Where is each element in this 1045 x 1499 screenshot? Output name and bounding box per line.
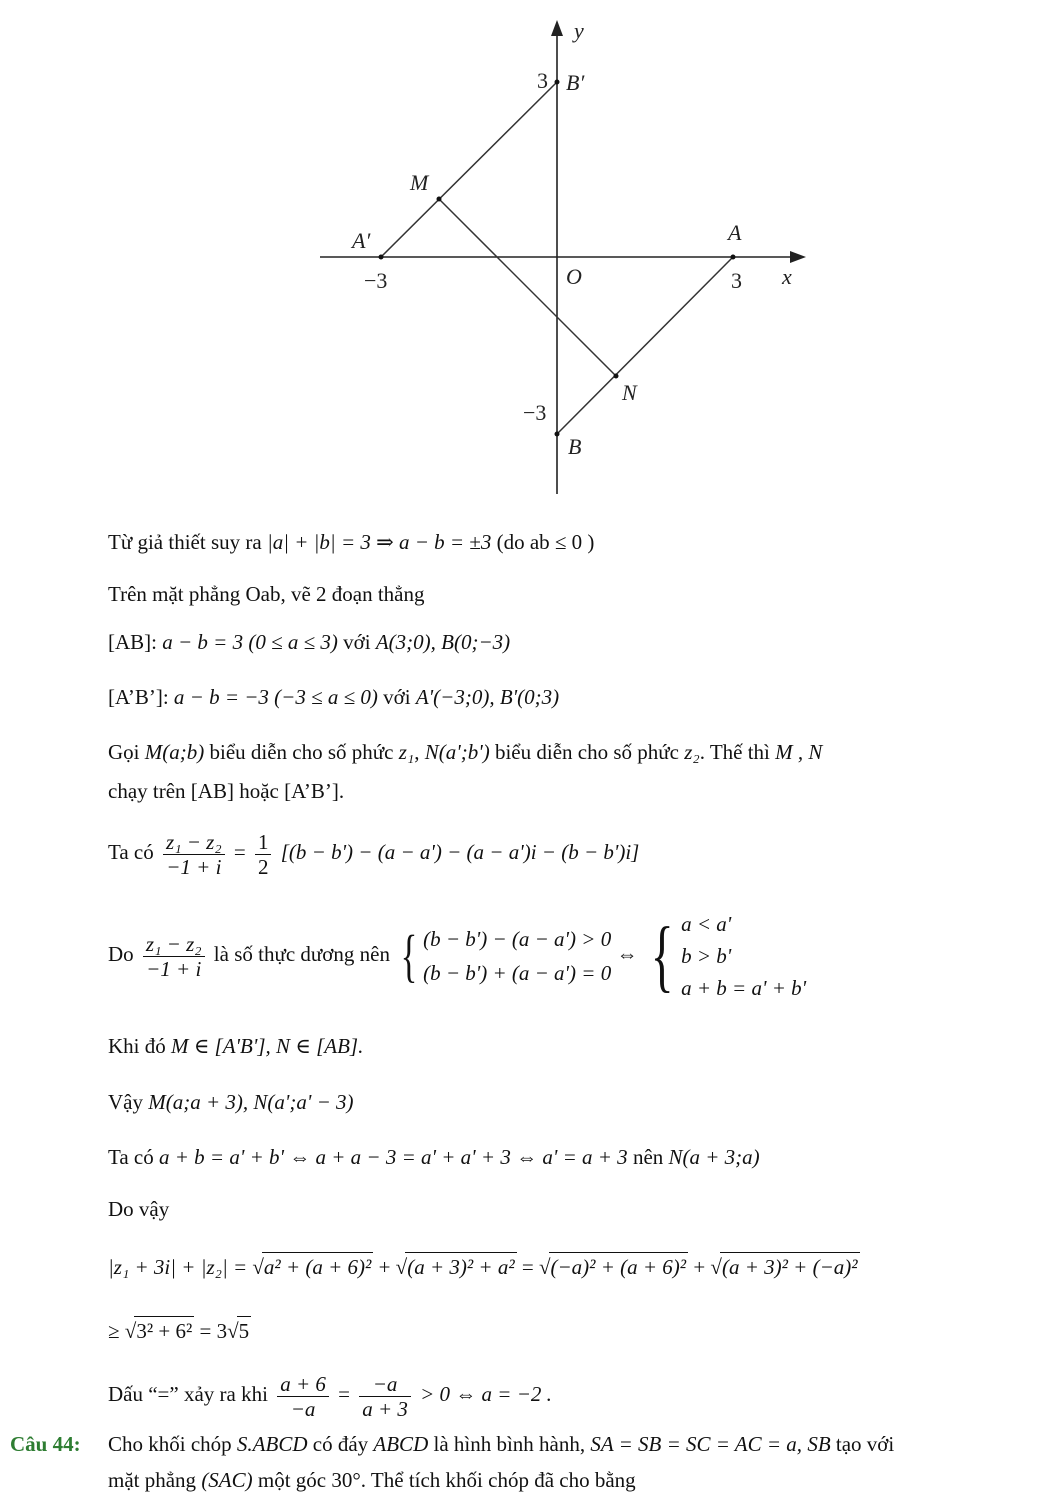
math: M , N bbox=[775, 740, 823, 764]
text: mặt phẳng bbox=[108, 1468, 197, 1492]
line-membership bbox=[108, 1032, 363, 1060]
math: ABCD bbox=[373, 1432, 429, 1456]
math: M(a;a + 3), N(a';a' − 3) bbox=[148, 1090, 354, 1114]
text: là số thực dương nên bbox=[213, 942, 390, 966]
math: a² + (a + 6)² bbox=[262, 1252, 373, 1281]
math: A'(−3;0), B'(0;3) bbox=[415, 685, 560, 709]
label-origin: O bbox=[566, 264, 582, 289]
math: z₁ bbox=[398, 740, 415, 764]
text: biểu diễn cho số phức bbox=[494, 740, 679, 764]
math: [(b − b') − (a − a') − (a − a')i − (b − b')i] bbox=[280, 840, 640, 864]
line-inequality: ≥ √3² + 6² = 3√5 bbox=[108, 1316, 251, 1345]
text: Do bbox=[108, 942, 134, 966]
math: (−a)² + (a + 6)² bbox=[549, 1252, 689, 1281]
segment-a-prime-b-prime bbox=[381, 82, 557, 257]
y-axis-arrow bbox=[551, 20, 563, 36]
math: (a + 3)² + (−a)² bbox=[720, 1252, 860, 1281]
point-a-prime bbox=[379, 255, 384, 260]
segment-a-b bbox=[557, 257, 733, 434]
point-b bbox=[555, 432, 560, 437]
point-b-prime bbox=[555, 80, 560, 85]
text: chạy trên [AB] hoặc [A’B’]. bbox=[108, 779, 345, 803]
text: là hình bình hành, bbox=[433, 1432, 586, 1456]
text: Vậy bbox=[108, 1090, 143, 1114]
line-modulus: |z₁ + 3i| + |z₂| = √a² + (a + 6)² + √(a + 3)² + a² = √(−a)² + (a + 6)² + √(a + 3)² + (−a)² bbox=[108, 1252, 860, 1281]
line-therefore bbox=[108, 1195, 169, 1223]
text: [A’B’]: bbox=[108, 685, 169, 709]
line-segment-ab bbox=[108, 628, 510, 656]
math: N(a';b') bbox=[424, 740, 490, 764]
point-m bbox=[437, 197, 442, 202]
text: Cho khối chóp bbox=[108, 1432, 232, 1456]
line-system bbox=[108, 898, 806, 1010]
fraction-half: $\frac{1}{2}$ bbox=[255, 830, 272, 879]
text: . Thế thì bbox=[699, 740, 770, 764]
math: z₂ bbox=[684, 740, 700, 764]
math: N(a + 3;a) bbox=[668, 1145, 760, 1169]
math: S.ABCD bbox=[236, 1432, 308, 1456]
text: Ta có bbox=[108, 840, 154, 864]
math: SB bbox=[807, 1432, 831, 1456]
math: (a + 3)² + a² bbox=[405, 1252, 516, 1281]
math: 5 bbox=[237, 1316, 252, 1345]
text: nên bbox=[632, 1145, 664, 1169]
line-plane bbox=[108, 580, 425, 608]
line-quotient bbox=[108, 822, 639, 882]
label-y: y bbox=[574, 18, 584, 43]
point-n bbox=[614, 374, 619, 379]
label-m: M bbox=[410, 170, 429, 195]
question-line-2 bbox=[108, 1466, 636, 1494]
text: một góc bbox=[257, 1468, 327, 1492]
coordinate-figure bbox=[300, 14, 820, 500]
point-a bbox=[731, 255, 736, 260]
text: Từ giả thiết suy ra bbox=[108, 530, 262, 554]
math: M(a;b) bbox=[144, 740, 205, 764]
left-brace: { bbox=[650, 912, 674, 1001]
system-right: a < a' b > b' a + b = a' + b' bbox=[681, 912, 807, 1001]
label-b: B bbox=[568, 434, 582, 459]
label-a-prime: A′ bbox=[352, 228, 371, 253]
line-segment-a-prime-b-prime bbox=[108, 683, 559, 711]
fraction: $\frac{-a}{a + 3}$ bbox=[359, 1372, 411, 1421]
math: M ∈ [A'B'], N ∈ [AB]. bbox=[171, 1034, 364, 1058]
tick-x-pos: 3 bbox=[731, 268, 742, 293]
fraction: $\frac{\text{z₁ − z₂}}{-1 + i}$ bbox=[143, 932, 205, 981]
math: a − b = −3 (−3 ≤ a ≤ 0) bbox=[173, 685, 378, 709]
line-define-points: Gọi M(a;b) biểu diễn cho số phức z₁, N(a';b') biểu diễn cho số phức z₂. Thế thì M , N bbox=[108, 740, 823, 764]
fraction: $\frac{\text{z₁ − z₂}}{-1 + i}$ bbox=[163, 830, 225, 879]
text: . Thể tích khối chóp đã cho bằng bbox=[360, 1468, 636, 1492]
text: Khi đó bbox=[108, 1034, 166, 1058]
fraction: $\frac{a + 6}{-a}$ bbox=[277, 1372, 329, 1421]
label-b-prime: B′ bbox=[566, 70, 585, 95]
math: > 0 ⇔ a = −2 . bbox=[420, 1382, 552, 1406]
text: Gọi bbox=[108, 740, 140, 764]
math: ≥ bbox=[108, 1319, 120, 1343]
math: 30° bbox=[331, 1468, 361, 1492]
math: a + b = a' + b' ⇔ a + a − 3 = a' + a' + 3 ⇔ a' = a + 3 bbox=[159, 1145, 628, 1169]
math: |a| + |b| = 3 ⇒ a − b = ±3 bbox=[266, 530, 492, 554]
text: (do ab ≤ 0 ) bbox=[496, 530, 595, 554]
line-relation bbox=[108, 1143, 760, 1171]
text: Trên mặt phẳng Oab, vẽ 2 đoạn thẳng bbox=[108, 582, 425, 606]
text: tạo với bbox=[835, 1432, 895, 1456]
tick-x-neg: −3 bbox=[364, 268, 388, 293]
text: Dấu “=” xảy ra khi bbox=[108, 1382, 268, 1406]
label-n: N bbox=[622, 380, 637, 405]
question-label: Câu 44: bbox=[10, 1432, 81, 1456]
text: Ta có bbox=[108, 1145, 154, 1169]
text: với bbox=[383, 685, 411, 709]
label-x: x bbox=[782, 264, 792, 289]
line-hypothesis bbox=[108, 528, 594, 556]
math: = bbox=[233, 840, 246, 864]
left-brace: { bbox=[400, 923, 418, 989]
line-coordinates bbox=[108, 1088, 354, 1116]
text: biểu diễn cho số phức bbox=[209, 740, 394, 764]
line-run-on bbox=[108, 777, 344, 805]
math: ⇔ bbox=[616, 942, 638, 966]
math: (SAC) bbox=[201, 1468, 253, 1492]
math: A(3;0), B(0;−3) bbox=[375, 630, 511, 654]
label-a: A bbox=[728, 220, 742, 245]
text: Do vậy bbox=[108, 1197, 170, 1221]
x-axis-arrow bbox=[790, 251, 806, 263]
line-equality-case: Dấu “=” xảy ra khi $\frac{a + 6}{-a}$ = $\frac{-a}{a + 3}$ > 0 ⇔ a = −2 . bbox=[108, 1371, 552, 1421]
text: với bbox=[343, 630, 371, 654]
question-line-1 bbox=[108, 1430, 894, 1458]
text: [AB]: bbox=[108, 630, 157, 654]
segment-m-n bbox=[439, 199, 616, 376]
math: a − b = 3 (0 ≤ a ≤ 3) bbox=[162, 630, 338, 654]
system-left: (b − b') − (a − a') > 0 (b − b') + (a − a') = 0 bbox=[423, 927, 612, 986]
text: có đáy bbox=[312, 1432, 369, 1456]
math: 3² + 6² bbox=[134, 1316, 194, 1345]
math: |z₁ + 3i| + |z₂| = bbox=[108, 1255, 248, 1279]
math: = 3 bbox=[199, 1319, 228, 1343]
tick-y-neg: −3 bbox=[523, 400, 547, 425]
tick-y-pos: 3 bbox=[537, 68, 548, 93]
math: SA = SB = SC = AC = a, bbox=[590, 1432, 803, 1456]
